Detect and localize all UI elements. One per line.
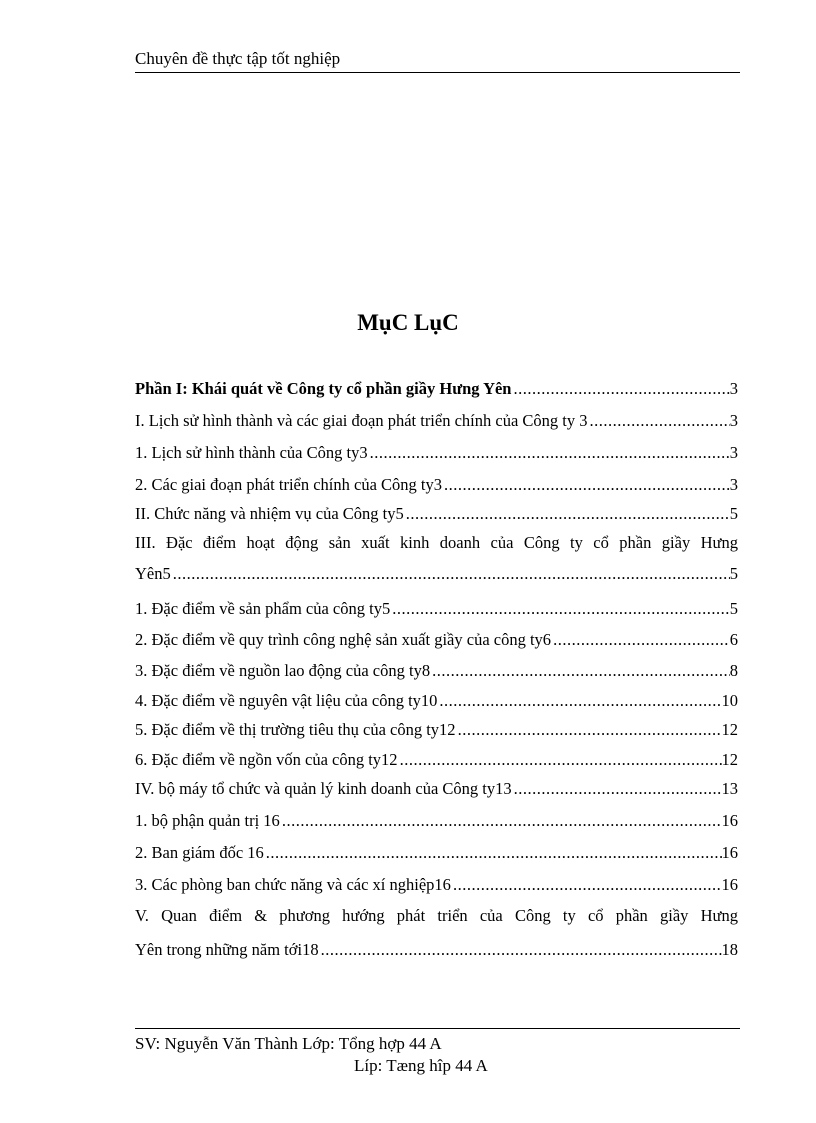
toc-entry-text: 3. Đặc điểm về nguồn lao động của công ty8 [135,661,431,680]
toc-entry-text: 2. Các giai đoạn phát triển chính của Công ty3 [135,475,443,494]
toc-entry [135,748,738,772]
toc-entry [135,873,738,897]
toc-page-number: 8 [729,661,738,680]
toc-entry-section-3-line1: III. Đặc điểm hoạt động sản xuất kinh doanh của Công ty cổ phần giầy Hưng [135,533,738,552]
footer-divider [135,1028,740,1029]
toc-entry [135,441,738,465]
toc-leader [406,502,730,526]
toc-entry-text: 5. Đặc điểm về thị trường tiêu thụ của công ty12 [135,720,456,739]
toc-entry-section-5-line2 [135,938,738,962]
toc-leader [513,377,729,401]
toc-entry-text: 1. Đặc điểm về sản phẩm của công ty5 [135,599,391,618]
toc-entry-text: 6. Đặc điểm về ngồn vốn của công ty12 [135,750,398,769]
toc-entry-section-2 [135,502,738,526]
toc-leader [282,809,722,833]
toc-entry-text: Yên trong những năm tới18 [135,940,319,959]
toc-entry-section-4 [135,777,738,801]
toc-page-number: 6 [729,630,738,649]
toc-entry-text: 4. Đặc điểm về nguyên vật liệu của công ty10 [135,691,438,710]
toc-leader [553,628,730,652]
toc-entry [135,841,738,865]
toc-entry-text: 1. Lịch sử hình thành của Công ty3 [135,443,368,462]
toc-entry [135,659,738,683]
toc-leader [458,718,722,742]
toc-entry-part-1 [135,377,738,401]
toc-leader [321,938,722,962]
toc-leader [590,409,730,433]
toc-entry-text: Phần I: Khái quát về Công ty cổ phần giầy Hưng Yên [135,379,512,398]
toc-leader [453,873,722,897]
toc-entry-section-5-line1: V. Quan điểm & phương hướng phát triển của Công ty cổ phần giầy Hưng [135,906,738,925]
toc-page-number: 18 [721,940,738,959]
toc-page-number: 10 [721,691,738,710]
page-header: Chuyên đề thực tập tốt nghiệp [135,46,740,73]
toc-entry-text: 3. Các phòng ban chức năng và các xí nghiệp16 [135,875,451,894]
toc-leader [266,841,722,865]
toc-leader [444,473,730,497]
toc-entry-text: 2. Đặc điểm về quy trình công nghệ sản xuất giầy của công ty6 [135,630,552,649]
toc-page-number: 3 [729,411,738,430]
toc-page-number: 12 [721,720,738,739]
toc-entry-section-3-line2 [135,562,738,586]
toc-entry [135,809,738,833]
toc-page-number: 13 [721,779,738,798]
toc-page-number: 3 [729,379,738,398]
footer-student-info: SV: Nguyễn Văn Thành Lớp: Tổng hợp 44 A [135,1034,442,1053]
toc-page-number: 5 [729,599,738,618]
toc-entry [135,473,738,497]
toc-title: MụC LụC [357,310,459,335]
toc-leader [400,748,722,772]
toc-leader [439,689,721,713]
toc-page-number: 5 [729,564,738,583]
toc-entry-text: 1. bộ phận quản trị 16 [135,811,280,830]
toc-entry-text: 2. Ban giám đốc 16 [135,843,264,862]
toc-leader [514,777,722,801]
footer-class-info: Líp: Tæng hîp 44 A [354,1056,488,1075]
toc-entry [135,597,738,621]
toc-page-number: 16 [721,811,738,830]
toc-page-number: 3 [729,443,738,462]
toc-leader [392,597,730,621]
toc-entry-text: II. Chức năng và nhiệm vụ của Công ty5 [135,504,404,523]
toc-page-number: 12 [721,750,738,769]
toc-leader [370,441,730,465]
toc-entry-text: IV. bộ máy tổ chức và quản lý kinh doanh của Công ty13 [135,779,512,798]
toc-leader [432,659,730,683]
toc-entry [135,628,738,652]
toc-leader [173,562,730,586]
toc-page-number: 16 [721,875,738,894]
toc-page-number: 5 [729,504,738,523]
toc-page-number: 3 [729,475,738,494]
toc-entry [135,689,738,713]
toc-page-number: 16 [721,843,738,862]
toc-entry-section-1 [135,409,738,433]
toc-entry-text: Yên5 [135,564,171,583]
toc-entry [135,718,738,742]
toc-entry-text: I. Lịch sử hình thành và các giai đoạn phát triển chính của Công ty 3 [135,411,588,430]
